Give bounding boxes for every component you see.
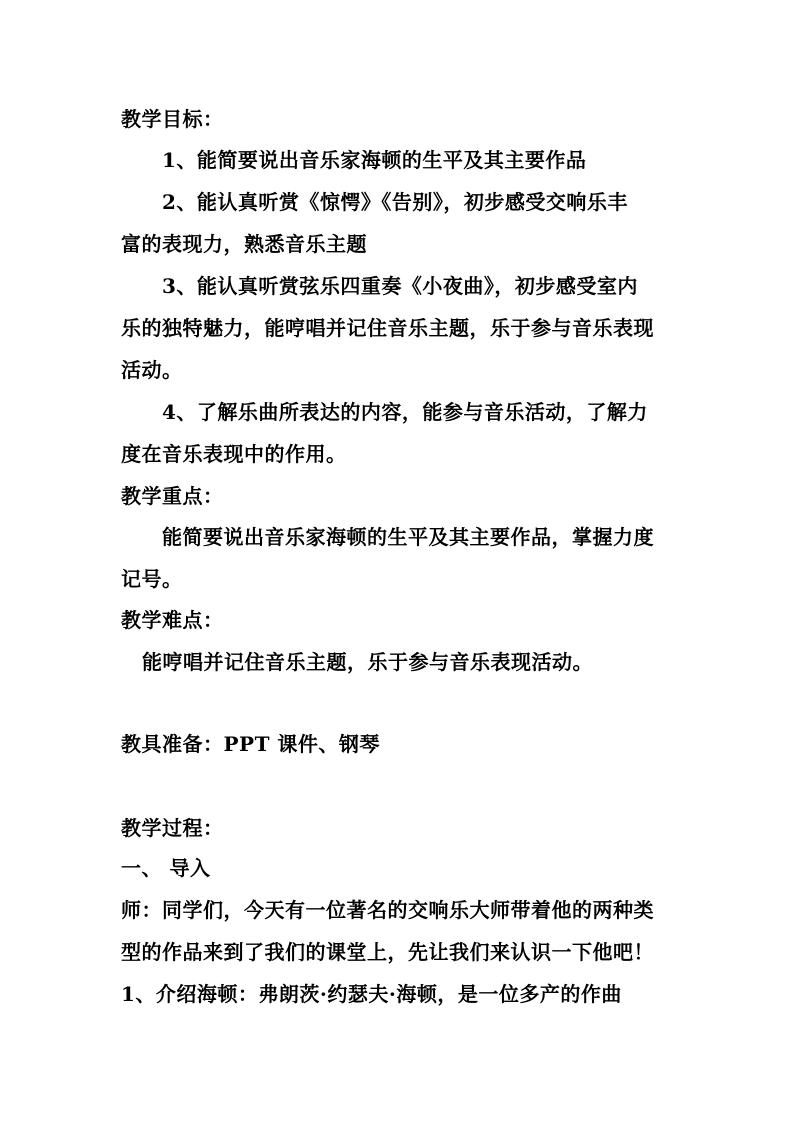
- difficulties-heading: 教学难点：: [121, 608, 224, 632]
- objective-3-line-3: 活动。: [121, 358, 183, 382]
- process-heading: 教学过程：: [121, 816, 224, 840]
- intro-haydn-text: 弗朗茨·约瑟夫·海顿，是一位多产的作曲: [258, 982, 622, 1006]
- materials-line: [121, 731, 380, 757]
- objective-2-line-1: 2、能认真听赏《惊愕》《告别》，初步感受交响乐丰: [162, 190, 628, 214]
- intro-haydn-line: [121, 981, 622, 1007]
- materials-label: 教具准备：: [121, 732, 224, 756]
- key-points-line-2: 记号。: [121, 567, 183, 591]
- objective-3-line-2: 乐的独特魅力，能哼唱并记住音乐主题，乐于参与音乐表现: [121, 316, 654, 340]
- objective-2-line-2: 富的表现力，熟悉音乐主题: [121, 232, 367, 256]
- objective-3-line-1: 3、能认真听赏弦乐四重奏《小夜曲》，初步感受室内: [162, 274, 638, 298]
- difficulties-text: 能哼唱并记住音乐主题，乐于参与音乐表现活动。: [142, 650, 593, 674]
- materials-text: PPT 课件、钢琴: [223, 732, 380, 756]
- key-points-line-1: 能简要说出音乐家海顿的生平及其主要作品，掌握力度: [162, 525, 654, 549]
- objectives-heading: 教学目标：: [121, 107, 224, 131]
- intro-haydn-label: 1、介绍海顿：: [121, 982, 259, 1006]
- section-1-heading: 一、 导入: [121, 856, 211, 880]
- objective-4-line-2: 度在音乐表现中的作用。: [121, 442, 347, 466]
- key-points-heading: 教学重点：: [121, 484, 224, 508]
- teacher-line-2: 型的作品来到了我们的课堂上，先让我们来认识一下他吧！: [121, 940, 654, 964]
- objective-4-line-1: 4、了解乐曲所表达的内容，能参与音乐活动，了解力: [162, 400, 648, 424]
- teacher-line-1: 师：同学们，今天有一位著名的交响乐大师带着他的两种类: [121, 898, 654, 922]
- objective-1-line-1: 1、能简要说出音乐家海顿的生平及其主要作品: [162, 148, 587, 172]
